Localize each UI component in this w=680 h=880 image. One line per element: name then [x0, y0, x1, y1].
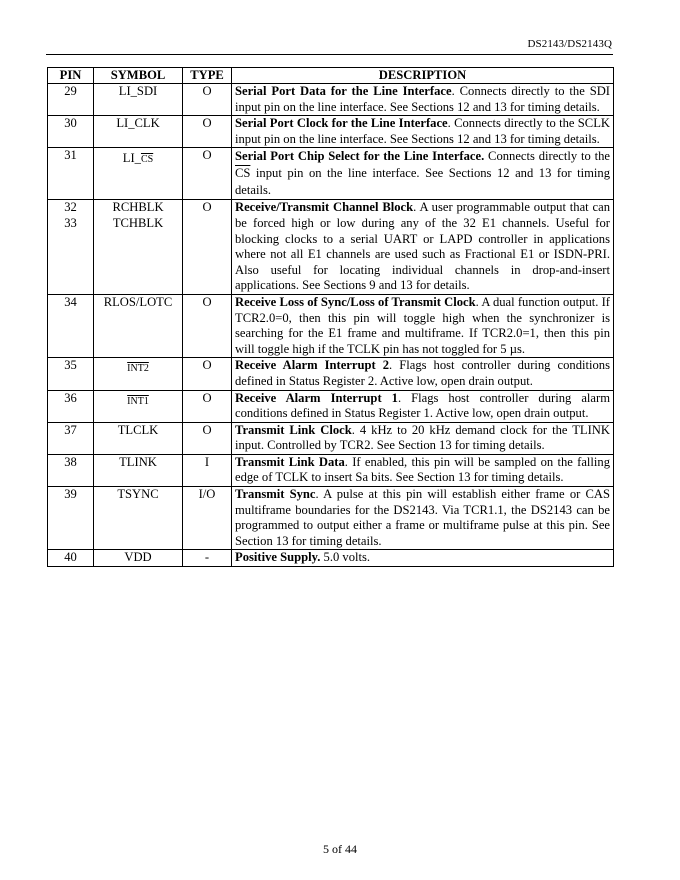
table-row: [48, 116, 614, 148]
description-title: Positive Supply.: [235, 550, 321, 565]
description-title: Receive Alarm Interrupt 2: [235, 358, 390, 373]
pin-number: [48, 200, 94, 295]
pin-type: I/O: [183, 487, 232, 550]
table-row: [48, 487, 614, 550]
pin-symbol: TLINK: [94, 454, 183, 486]
document-id: DS2143/DS2143Q: [527, 38, 612, 50]
description-text: . A user programmable output that can be forced high or low during any of the 32 E1 channels. Useful for blocking clocks to a serial UART or LAPD controller in applications where not all E1 channels are used such as Fractional E1 or ISDN-PRI. Also useful for locating individual channels in drop-and-insert applications. See Sections 9 and 13 for details.: [235, 200, 610, 293]
description-text: . If enabled, this pin will be sampled on the falling edge of TCLK to insert Sa bits. See Section 13 for timing details.: [235, 454, 611, 485]
table-row: [48, 358, 614, 390]
description-title: Transmit Link Clock: [235, 422, 352, 437]
symbol-active-low: INT1: [127, 395, 149, 407]
table-row: [48, 84, 614, 116]
column-header-description: DESCRIPTION: [232, 68, 614, 84]
description-title: Transmit Sync: [235, 487, 316, 502]
description-text: input pin on the line interface. See Sections 12 and 13 for timing details.: [235, 166, 610, 198]
pin-description: [232, 294, 614, 357]
pin-description: [232, 84, 614, 116]
pin-number-b: 33: [64, 215, 77, 230]
pin-description: [232, 454, 614, 486]
pin-type: O: [183, 116, 232, 148]
description-text: . A pulse at this pin will establish either frame or CAS multiframe boundaries for the DS2143. Via TCR1.1, the DS2143 can be programmed to output either a frame or multiframe pulse at this pin. See Section 13 for timing details.: [235, 487, 610, 548]
pin-symbol: VDD: [94, 550, 183, 567]
pin-symbol: TLCLK: [94, 422, 183, 454]
description-text: . A dual function output. If TCR2.0=0, then this pin will toggle high when the synchronizer is searching for the E1 frame and multiframe. If TCR2.0=1, then this pin will toggle high if the TCLK pin has not toggled for 5 µs.: [235, 294, 610, 356]
pin-number: 29: [48, 84, 94, 116]
description-title: Receive Alarm Interrupt 1: [235, 390, 398, 405]
description-title: Serial Port Data for the Line Interface: [235, 84, 452, 98]
pin-type: -: [183, 550, 232, 567]
description-title: Serial Port Clock for the Line Interface: [235, 116, 448, 131]
description-title: Serial Port Chip Select for the Line Interface.: [235, 149, 485, 164]
description-title: Transmit Link Data: [235, 454, 345, 469]
pin-description: [232, 200, 614, 295]
description-title: Receive/Transmit Channel Block: [235, 200, 414, 215]
pin-description: [232, 116, 614, 148]
table-row: [48, 550, 614, 567]
pin-type: O: [183, 294, 232, 357]
pin-symbol: TSYNC: [94, 487, 183, 550]
pin-type: O: [183, 148, 232, 200]
pin-symbol: [94, 200, 183, 295]
pin-description: [232, 487, 614, 550]
pin-symbol: [94, 148, 183, 200]
table-row: [48, 294, 614, 357]
symbol-active-low: $\overline{CS}$: [140, 154, 154, 166]
pin-description: [232, 550, 614, 567]
page-number: 5 of 44: [323, 842, 357, 856]
description-text: . Connects directly to the SDI input pin on the line interface. See Sections 12 and 13 for timing details.: [235, 84, 610, 114]
pin-description: [232, 422, 614, 454]
table-row: [48, 422, 614, 454]
column-header-type: TYPE: [183, 68, 232, 84]
description-text: . Flags host controller during alarm conditions defined in Status Register 1. Active low, open drain output.: [235, 390, 610, 421]
pin-number-a: 32: [64, 200, 77, 215]
pin-type: O: [183, 200, 232, 295]
pin-symbol: LI_SDI: [94, 84, 183, 116]
pin-number: 31: [48, 148, 94, 200]
description-text: 5.0 volts.: [320, 550, 371, 565]
symbol-prefix: LI_: [122, 151, 141, 166]
pin-number: 30: [48, 116, 94, 148]
pin-number: 40: [48, 550, 94, 567]
pin-number: 36: [48, 390, 94, 422]
description-text: . Flags host controller during conditions defined in Status Register 2. Active low, open drain output.: [235, 358, 610, 388]
description-text: Connects directly to the: [484, 149, 610, 164]
pin-number: 39: [48, 487, 94, 550]
description-text: . 4 kHz to 20 kHz demand clock for the TLINK input. Controlled by TCR2. See Section 13 for timing details.: [235, 422, 610, 453]
column-header-symbol: SYMBOL: [94, 68, 183, 84]
description-text: . Connects directly to the SCLK input pin on the line interface. See Sections 12 and 13 for timing details.: [235, 116, 610, 146]
pin-type: O: [183, 358, 232, 390]
pin-symbol: LI_CLK: [94, 116, 183, 148]
table-row: [48, 148, 614, 200]
pin-type: I: [183, 454, 232, 486]
table-row: [48, 200, 614, 295]
description-title: Receive Loss of Sync/Loss of Transmit Clock: [235, 294, 476, 309]
pin-number: 37: [48, 422, 94, 454]
pin-number: 35: [48, 358, 94, 390]
pin-description-table: [47, 67, 614, 567]
pin-number: 34: [48, 294, 94, 357]
pin-description: [232, 390, 614, 422]
table-row: [48, 454, 614, 486]
pin-description: [232, 148, 614, 200]
table-row: [48, 390, 614, 422]
symbol-b: TCHBLK: [112, 215, 164, 230]
pin-description: [232, 358, 614, 390]
symbol-a: RCHBLK: [112, 200, 164, 215]
pin-number: 38: [48, 454, 94, 486]
pin-symbol: [94, 390, 183, 422]
table-header-row: [48, 68, 614, 84]
pin-type: O: [183, 390, 232, 422]
symbol-active-low: INT2: [127, 363, 149, 375]
pin-type: O: [183, 84, 232, 116]
pin-symbol: RLOS/LOTC: [94, 294, 183, 357]
pin-type: O: [183, 422, 232, 454]
pin-symbol: [94, 358, 183, 390]
description-active-low: $\overline{CS}$: [235, 166, 251, 181]
column-header-pin: PIN: [48, 68, 94, 84]
header-rule: [46, 54, 613, 55]
